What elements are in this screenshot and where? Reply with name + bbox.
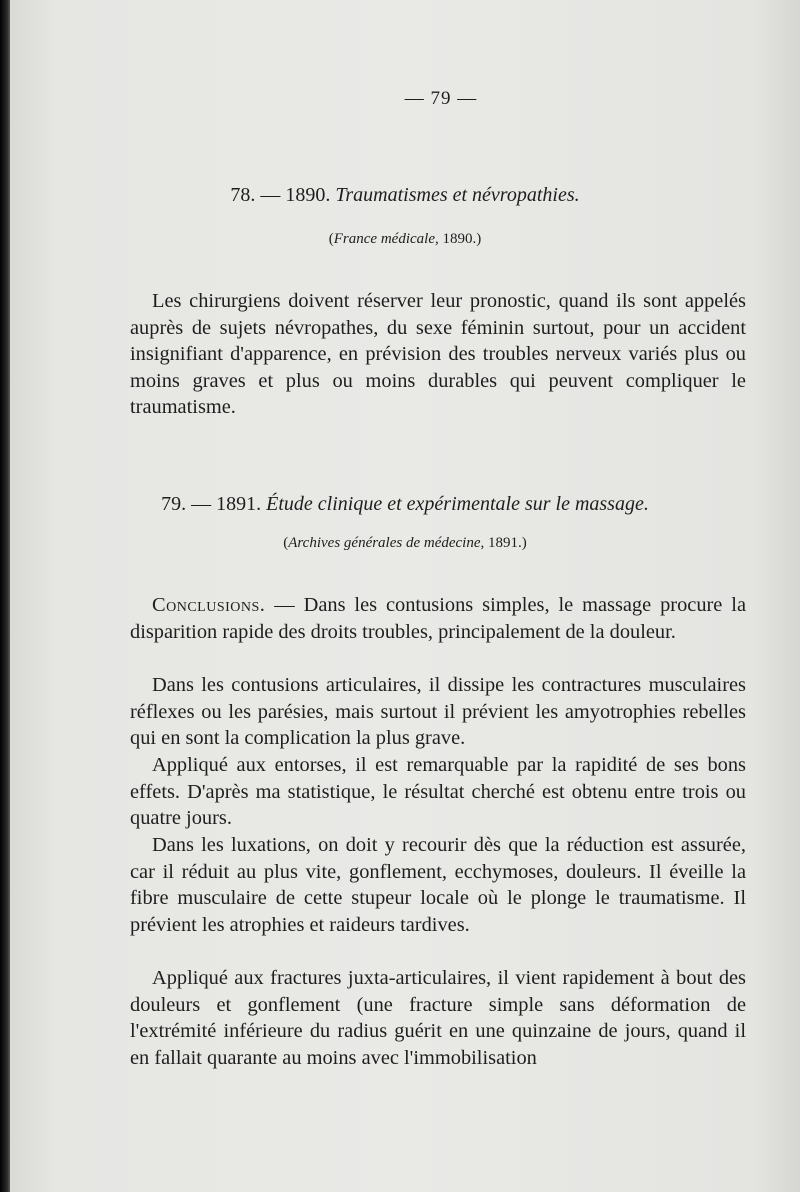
entry-79-source-year: 1891. xyxy=(488,535,522,551)
page-number: — 79 — xyxy=(404,88,478,109)
entry-79-paragraph-3: Appliqué aux entorses, il est remarquable par la rapidité de ses bons effets. D'après ma statistique, le résultat cherché est obtenu entre trois ou quatre jours. xyxy=(130,754,746,830)
page-edge-shadow xyxy=(0,0,10,1192)
book-page xyxy=(10,0,800,1192)
entry-78-title: Traumatismes et névropathies. xyxy=(335,184,580,206)
entry-79-heading xyxy=(10,493,800,516)
entry-79-paragraph-5: Appliqué aux fractures juxta-articulaires, il vient rapidement à bout des douleurs et gonflement (une fracture simple sans déformation de l'extrémité inférieure du radius guérit en une quinzaine de jours, quand il en fallait quarante au moins avec l'immobilisation xyxy=(130,967,746,1069)
entry-78-source-journal: France médicale, xyxy=(333,231,439,247)
entry-79-year: 1891. xyxy=(216,493,262,515)
entry-78-paragraph: Les chirurgiens doivent réserver leur pronostic, quand ils sont appelés auprès de sujets névropathes, du sexe féminin surtout, pour un accident insignifiant d'apparence, en prévision des troubles nerveux variés plus ou moins graves et plus ou moins durables qui peuvent compliquer le traumatisme. xyxy=(130,290,746,419)
entry-78-number: 78. xyxy=(230,184,256,206)
conclusions-text: — Dans les contusions simples, le massage procure la disparition rapide des droits troubles, principalement de la douleur. xyxy=(130,594,746,643)
entry-79-title: Étude clinique et expérimentale sur le massage. xyxy=(266,493,649,515)
entry-78-dash: — xyxy=(260,184,281,206)
entry-79-source-journal: Archives générales de médecine, xyxy=(288,535,485,551)
entry-78-source: (France médicale, 1890.) xyxy=(328,231,482,247)
entry-79-dash: — xyxy=(191,493,212,515)
conclusions-label: Conclusions. xyxy=(152,594,266,616)
entry-79-number: 79. xyxy=(161,493,187,515)
entry-79-paragraph-4: Dans les luxations, on doit y recourir dès que la réduction est assurée, car il réduit au plus vite, gonflement, ecchymoses, douleurs. Il éveille la fibre musculaire de cette stupeur locale où le plonge le traumatisme. Il prévient les atrophies et raideurs tardives. xyxy=(130,834,746,936)
entry-79-paragraph-2: Dans les contusions articulaires, il dissipe les contractures musculaires réflexes ou les parésies, mais surtout il prévient les amyotrophies rebelles qui en sont la complication la plus grave. xyxy=(130,674,746,750)
entry-78-year: 1890. xyxy=(285,184,331,206)
entry-79-conclusions-paragraph xyxy=(130,592,746,645)
entry-78-heading xyxy=(10,184,800,207)
entry-79-source: (Archives générales de médecine, 1891.) xyxy=(283,535,527,551)
entry-78-source-year: 1890. xyxy=(442,231,477,247)
